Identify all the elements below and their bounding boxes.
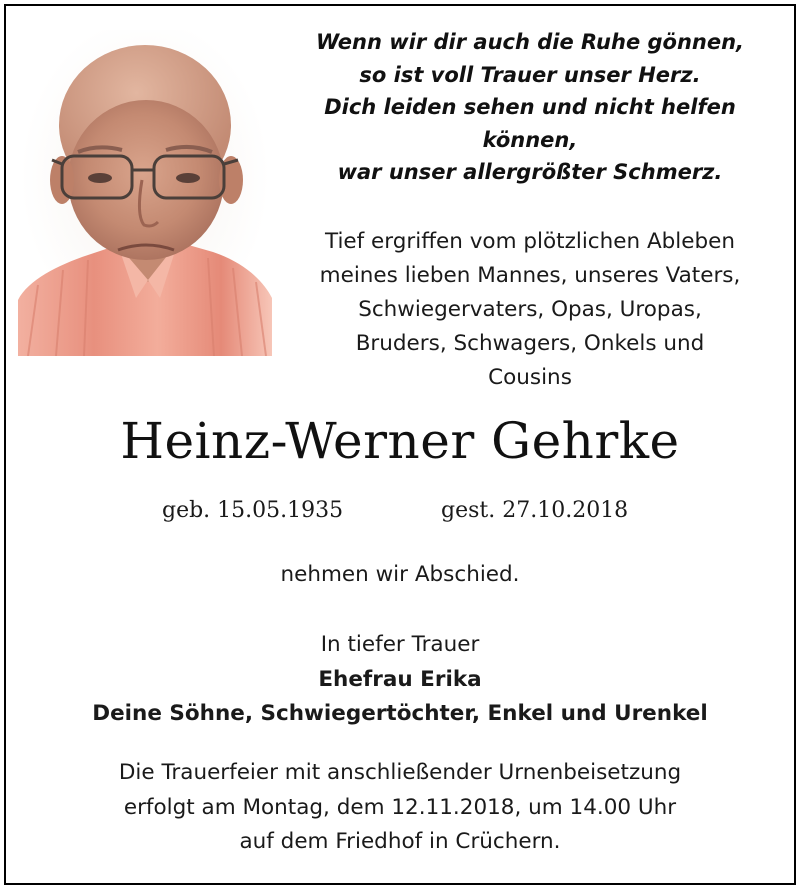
poem-line: Dich leiden sehen und nicht helfen bbox=[324, 95, 736, 119]
intro-line: Cousins bbox=[488, 365, 572, 390]
mourner-wife: Ehefrau Erika bbox=[318, 666, 482, 692]
poem-line: Wenn wir dir auch die Ruhe gönnen, bbox=[315, 30, 745, 54]
poem-line: war unser allergrößter Schmerz. bbox=[337, 160, 723, 184]
poem-line: können, bbox=[482, 127, 578, 152]
intro-line: meines lieben Mannes, unseres Vaters, bbox=[319, 263, 741, 288]
service-line: erfolgt am Montag, dem 12.11.2018, um 14.00 Uhr bbox=[123, 794, 677, 820]
deceased-name: Heinz-Werner Gehrke bbox=[120, 412, 680, 470]
portrait-illustration bbox=[18, 30, 272, 356]
intro-line: Schwiegervaters, Opas, Uropas, bbox=[358, 297, 702, 322]
mourner-family: Deine Söhne, Schwiegertöchter, Enkel und Urenkel bbox=[92, 701, 708, 726]
portrait-photo bbox=[18, 30, 272, 356]
mourners bbox=[0, 628, 800, 732]
death-date: gest. 27.10.2018 bbox=[441, 498, 629, 523]
intro-line: Bruders, Schwagers, Onkels und bbox=[355, 331, 705, 356]
poem bbox=[280, 26, 780, 189]
funeral-service-info bbox=[0, 756, 800, 860]
intro-text bbox=[272, 225, 788, 395]
farewell-text: nehmen wir Abschied. bbox=[280, 562, 520, 587]
birth-date: geb. 15.05.1935 bbox=[162, 498, 344, 523]
service-line: auf dem Friedhof in Crüchern. bbox=[239, 829, 561, 854]
poem-line: so ist voll Trauer unser Herz. bbox=[359, 62, 701, 87]
service-line: Die Trauerfeier mit anschließender Urnenbeisetzung bbox=[118, 760, 682, 785]
mourning-intro: In tiefer Trauer bbox=[320, 632, 480, 657]
intro-line: Tief ergriffen vom plötzlichen Ableben bbox=[324, 229, 735, 254]
